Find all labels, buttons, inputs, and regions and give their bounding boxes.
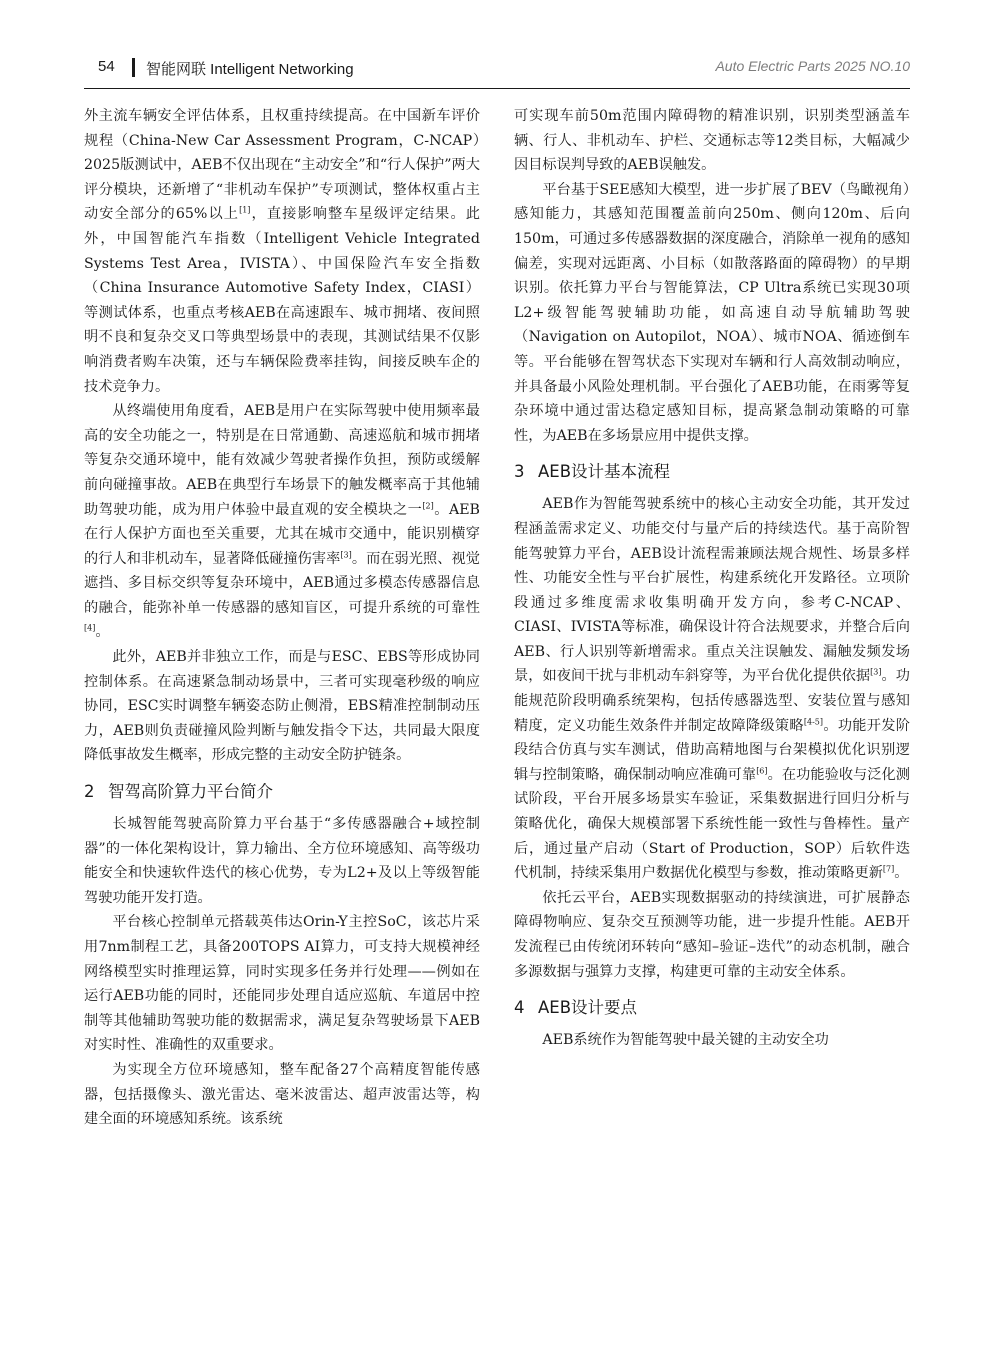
section-title: AEB设计要点 [538,998,638,1018]
header-divider-bar [132,58,135,77]
section-number: 4 [514,998,525,1018]
text-run: 从终端使用角度看，AEB是用户在实际驾驶中使用频率最高的安全功能之一，特别是在日常通勤、高速巡航和城市拥堵等复杂交通环境中，能有效减少驾驶者操作负担，预防或缓解前向碰撞事故。AEB在典型行车场景下的触发概率高于其他辅助驾驶功能，成为用户体验中最直观的安全模块之一 [84,403,480,518]
citation: [4-5] [803,716,824,726]
paragraph: 此外，AEB并非独立工作，而是与ESC、EBS等形成协同控制体系。在高速紧急制动场景中，三者可实现毫秒级的响应协同，ESC实时调整车辆姿态防止侧滑，EBS精准控制制动压力，AEB则负责碰撞风险判断与触发指令下达，共同最大限度降低事故发生概率，形成完整的主动安全防护链条。 [84,649,480,764]
citation: [3] [340,549,352,559]
text-run: AEB作为智能驾驶系统中的核心主动安全功能，其开发过程涵盖需求定义、功能交付与量产后的持续迭代。基于高阶智能驾驶算力平台，AEB设计流程需兼顾法规合规性、场景多样性、功能安全性与平台扩展性，构建系统化开发路径。立项阶段通过多维度需求收集明确开发方向，参考C-NCAP、CIASI、IVISTA等标准，确保设计符合法规要求，并整合后向AEB、行人识别等新增需求。重点关注误触发、漏触发频发场景，如夜间干扰与非机动车斜穿等，为平台优化提供依据 [514,496,910,685]
paragraph [84,399,480,645]
right-column [514,104,910,1053]
citation: [4] [84,623,96,633]
section-title: 智驾高阶算力平台简介 [108,782,273,802]
section-title: AEB设计基本流程 [538,462,671,482]
section-heading [514,458,910,486]
text-run: 。AEB在行人保护方面也至关重要，尤其在城市交通中，能识别横穿的行人和非机动车，显著降低碰撞伤害率 [84,501,480,567]
left-column [84,104,480,1132]
paragraph: 平台核心控制单元搭载英伟达Orin-Y主控SoC，该芯片采用7nm制程工艺，具备200TOPS AI算力，可支持大规模神经网络模型实时推理运算，同时实现多任务并行处理——例如在运行AEB功能的同时，还能同步处理自适应巡航、车道居中控制等其他辅助驾驶功能的数据需求，满足复杂驾驶场景下AEB对实时性、准确性的双重要求。 [84,914,480,1054]
citation: [6] [756,766,768,776]
text-run: 。功能开发阶段结合仿真与实车测试，借助高精地图与台架模拟优化识别逻辑与控制策略，确保制动响应准确可靠 [514,717,910,783]
page-number: 54 [98,58,115,75]
paragraph: 平台基于SEE感知大模型，进一步扩展了BEV（鸟瞰视角）感知能力，其感知范围覆盖前向250m、侧向120m、后向150m，可通过多传感器数据的深度融合，消除单一视角的感知偏差，实现对远距离、小目标（如散落路面的障碍物）的早期识别。依托算力平台与智能算法，CP Ultra系统已实现30项L2+级智能驾驶辅助功能，如高速自动导航辅助驾驶（Navigation on Autopilot，NOA）、城市NOA、循迹倒车等。平台能够在智驾状态下实现对车辆和行人高效制动响应，并具备最小风险处理机制。平台强化了AEB功能，在雨雾等复杂环境中通过雷达稳定感知目标，提高紧急制动策略的可靠性，为AEB在多场景应用中提供支撑。 [514,181,910,444]
paragraph: 长城智能驾驶高阶算力平台基于“多传感器融合+域控制器”的一体化架构设计，算力输出、全方位环境感知、高等级功能安全和快速软件迭代的核心优势，专为L2+及以上等级智能驾驶功能开发打造。 [84,816,480,906]
section-heading [514,994,910,1022]
paragraph: AEB系统作为智能驾驶中最关键的主动安全功 [542,1032,829,1049]
journal-section-title: 智能网联 Intelligent Networking [146,61,354,78]
paragraph: 可实现车前50m范围内障碍物的精准识别，识别类型涵盖车辆、行人、非机动车、护栏、交通标志等12类目标，大幅减少因目标误判导致的AEB误触发。 [514,108,910,174]
text-run: 。而在弱光照、视觉遮挡、多目标交织等复杂环境中，AEB通过多模态传感器信息的融合，能弥补单一传感器的感知盲区，可提升系统的可靠性 [84,550,480,616]
paragraph [514,492,910,886]
paragraph: 依托云平台，AEB实现数据驱动的持续演进，可扩展静态障碍物响应、复杂交互预测等功能，进一步提升性能。AEB开发流程已由传统闭环转向“感知–验证–迭代”的动态机制，融合多源数据与强算力支撑，构建更可靠的主动安全体系。 [514,889,910,980]
paragraph: 为实现全方位环境感知，整车配备27个高精度智能传感器，包括摄像头、激光雷达、毫米波雷达、超声波雷达等，构建全面的环境感知系统。该系统 [84,1061,480,1128]
paragraph [84,104,480,399]
text-run: 。 [95,624,110,641]
section-number: 2 [84,782,95,802]
running-header [84,58,910,82]
text-run: 。在功能验收与泛化测试阶段，平台开展多场景实车验证，采集数据进行回归分析与策略优化，确保大规模部署下系统性能一致性与鲁棒性。量产后，通过量产启动（Start of Production，SOP）后软件迭代机制，持续采集用户数据优化模型与参数，推动策略更新 [514,766,910,882]
section-heading [84,778,480,806]
text-run: 外主流车辆安全评估体系，且权重持续提高。在中国新车评价规程（China-New Car Assessment Program，C-NCAP）2025版测试中，AEB不仅出现在“主动安全”和“行人保护”两大评分模块，还新增了“非机动车保护”专项测试，整体权重占主动安全部分的65%以上 [84,108,480,223]
citation: [1] [239,205,251,215]
citation: [2] [422,500,434,510]
text-run: ，直接影响整车星级评定结果。此外，中国智能汽车指数（Intelligent Vehicle Integrated Systems Test Area，IVISTA）、中国保险汽车安全指数（China Insurance Automotive Safety Index，CIASI）等测试体系，也重点考核AEB在高速跟车、城市拥堵、夜间照明不良和复杂交叉口等典型场景中的表现，其测试结果不仅影响消费者购车决策，还与车辆保险费率挂钩，间接反映车企的技术竞争力。 [84,206,480,395]
journal-issue: Auto Electric Parts 2025 NO.10 [715,58,910,74]
header-rule [84,88,910,89]
text-run: 。 [894,865,909,882]
section-number: 3 [514,462,525,482]
citation: [7] [882,864,895,874]
text-run: 。功能规范阶段明确系统架构，包括传感器选型、安装位置与感知精度，定义功能生效条件并制定故障降级策略 [514,668,910,734]
citation: [3] [870,667,882,677]
